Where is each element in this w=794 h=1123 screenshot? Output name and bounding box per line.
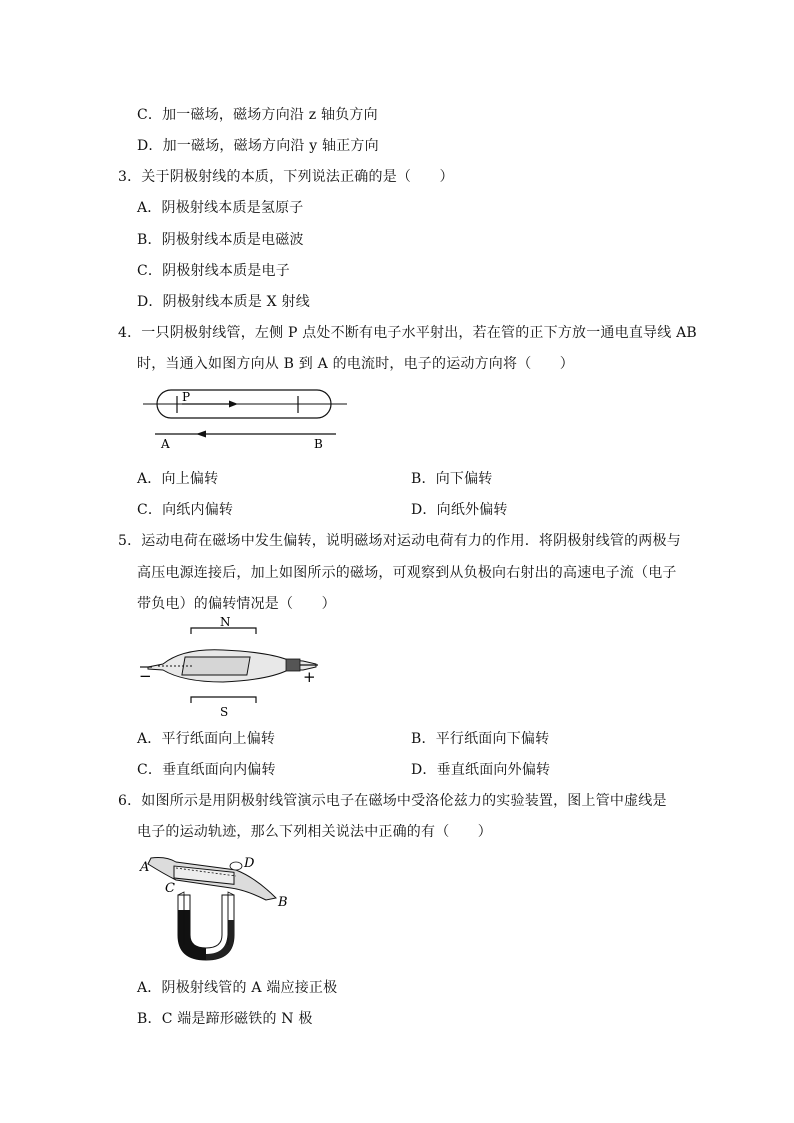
q4-figure-cathode-tube <box>140 383 355 453</box>
q4-option-b: B．向下偏转 <box>411 471 493 487</box>
q3-stem: 3．关于阴极射线的本质，下列说法正确的是（ ） <box>118 169 454 185</box>
q5-option-b: B．平行纸面向下偏转 <box>411 731 550 747</box>
q5-option-d: D．垂直纸面向外偏转 <box>411 762 551 778</box>
q6-stem-line1: 6．如图所示是用阴极射线管演示电子在磁场中受洛伦兹力的实验装置，图上管中虚线是 <box>118 793 667 809</box>
q6-stem-line2: 电子的运动轨迹，那么下列相关说法中正确的有（ ） <box>137 824 492 840</box>
q6-label-b: B <box>278 895 288 910</box>
q5-stem-line3: 带负电）的偏转情况是（ ） <box>137 596 336 612</box>
q6-label-a: A <box>140 860 150 875</box>
q5-label-n: N <box>220 615 231 629</box>
q3-option-c: C．阴极射线本质是电子 <box>137 263 290 279</box>
q4-option-c: C．向纸内偏转 <box>137 502 234 518</box>
q2-option-c: C．加一磁场，磁场方向沿 z 轴负方向 <box>137 107 378 123</box>
q6-label-c: C <box>165 881 175 896</box>
q6-figure-horseshoe-magnet <box>136 850 296 965</box>
q6-option-a: A．阴极射线管的 A 端应接正极 <box>137 980 338 996</box>
q5-label-plus: + <box>303 668 316 686</box>
q4-label-a: A <box>161 437 170 451</box>
q3-option-b: B．阴极射线本质是电磁波 <box>137 232 304 248</box>
q4-label-p: P <box>182 390 191 404</box>
q3-option-d: D．阴极射线本质是 X 射线 <box>137 294 310 310</box>
q4-option-a: A．向上偏转 <box>137 471 219 487</box>
q6-option-b: B．C 端是蹄形磁铁的 N 极 <box>137 1011 313 1027</box>
q4-stem-line1: 4．一只阴极射线管，左侧 P 点处不断有电子水平射出，若在管的正下方放一通电直导线 AB <box>118 325 697 341</box>
q4-label-b: B <box>314 437 323 451</box>
q5-stem-line2: 高压电源连接后，加上如图所示的磁场，可观察到从负极向右射出的高速电子流（电子 <box>137 565 677 581</box>
q2-option-d: D．加一磁场，磁场方向沿 y 轴正方向 <box>137 138 379 154</box>
q6-label-d: D <box>244 856 255 871</box>
q4-stem-line2: 时，当通入如图方向从 B 到 A 的电流时，电子的运动方向将（ ） <box>137 356 574 372</box>
q4-option-d: D．向纸外偏转 <box>411 502 508 518</box>
q5-option-a: A．平行纸面向上偏转 <box>137 731 276 747</box>
q3-option-a: A．阴极射线本质是氢原子 <box>137 200 304 216</box>
q5-figure-magnet-tube <box>138 612 328 720</box>
q5-label-s: S <box>220 705 229 719</box>
q5-stem-line1: 5．运动电荷在磁场中发生偏转，说明磁场对运动电荷有力的作用．将阴极射线管的两极与 <box>118 533 681 549</box>
q5-label-minus: − <box>139 667 152 685</box>
q5-option-c: C．垂直纸面向内偏转 <box>137 762 276 778</box>
